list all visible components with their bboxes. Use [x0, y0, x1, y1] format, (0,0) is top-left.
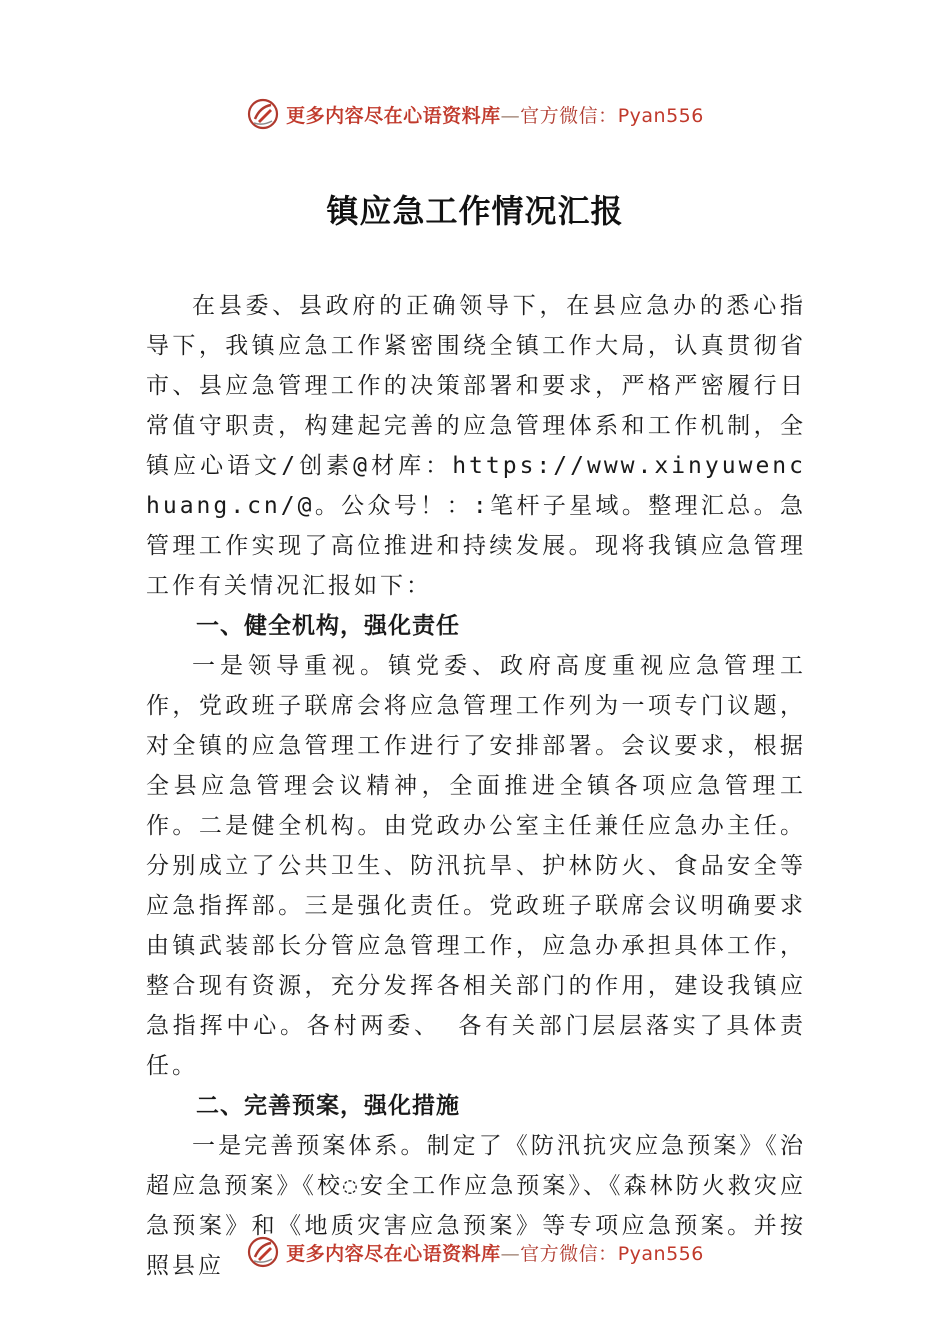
body-paragraph: 一是领导重视。镇党委、政府高度重视应急管理工作，党政班子联席会将应急管理工作列为一项专门议题，对全镇的应急管理工作进行了安排部署。会议要求，根据全县应急管理会议精神，全面推进全镇各项应急管理工作。二是健全机构。由党政办公室主任兼任应急办主任。分别成立了公共卫生、防汛抗旱、护林防火、食品安全等应急指挥部。三是强化责任。党政班子联席会议明确要求由镇武装部长分管应急管理工作，应急办承担具体工作，整合现有资源，充分发挥各相关部门的作用，建设我镇应急指挥中心。各村两委、 各有关部门层层落实了具体责任。 [146, 653, 806, 1079]
banner-text [286, 1239, 704, 1266]
banner-separator: — [500, 104, 521, 127]
banner-wechat-label: 官方微信： [520, 104, 618, 127]
banner-text [286, 101, 704, 128]
body-paragraph: 在县委、县政府的正确领导下，在县应急办的悉心指导下，我镇应急工作紧密围绕全镇工作大局，认真贯彻省市、县应急管理工作的决策部署和要求，严格严密履行日常值守职责，构建起完善的应急管理体系和工作机制，全镇应心语文/创素@材库：https://www.xinyuwenchuang.cn/@。公众号！：:笔杆子星域。整理汇总。急管理工作实现了高位推进和持续发展。现将我镇应急管理工作有关情况汇报如下： [146, 293, 806, 599]
section-heading: 一、健全机构，强化责任 [196, 613, 460, 639]
section-heading: 二、完善预案，强化措施 [196, 1093, 460, 1119]
banner-wechat-id: Pyan556 [617, 104, 704, 127]
banner-wechat-id: Pyan556 [617, 1242, 704, 1265]
document-title: 镇应急工作情况汇报 [326, 192, 624, 230]
footer-banner [0, 1232, 950, 1272]
pen-logo-icon [246, 1235, 280, 1269]
banner-wechat-label: 官方微信： [520, 1242, 618, 1265]
header-banner [0, 94, 950, 134]
document-body [146, 286, 806, 1286]
pen-logo-icon [246, 97, 280, 131]
body-paragraph: 一是完善预案体系。制定了《防汛抗灾应急预案》《治超应急预案》《校◌安全工作应急预案》、《森林防火救灾应急预案》和《地质灾害应急预案》等专项应急预案。并按照县应 [146, 1133, 806, 1279]
banner-slogan: 更多内容尽在心语资料库 [286, 1242, 501, 1265]
banner-slogan: 更多内容尽在心语资料库 [286, 104, 501, 127]
banner-separator: — [500, 1242, 521, 1265]
